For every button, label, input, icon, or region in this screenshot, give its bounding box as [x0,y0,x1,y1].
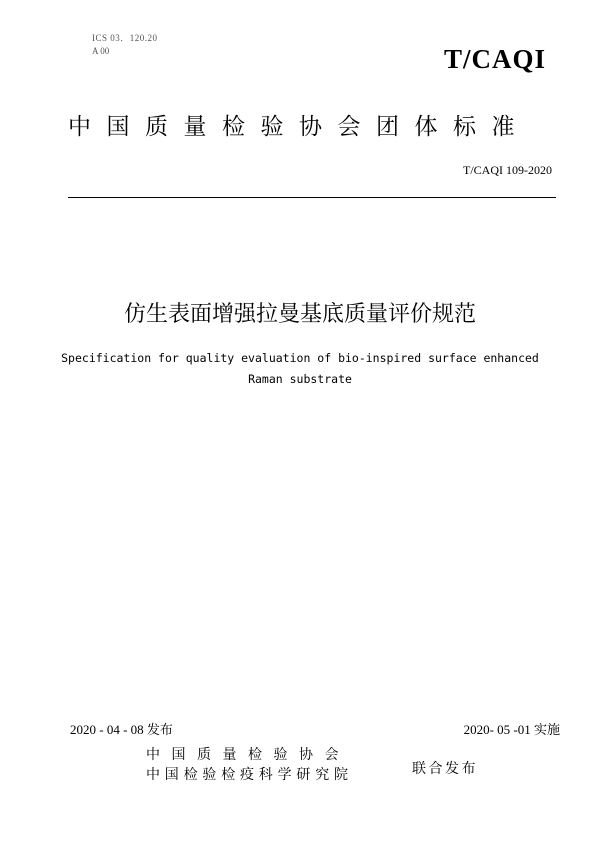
document-title-en-line-2: Raman substrate [248,372,352,386]
document-title-zh: 仿生表面增强拉曼基底质量评价规范 [123,302,476,327]
publish-date: 2020 - 04 - 08 发布 [70,722,173,737]
standard-number: T/CAQI 109-2020 [463,163,552,177]
issuer-1: 中国质量检验协会 [146,747,350,763]
ics-code: ICS 03．120.20 [92,33,158,43]
standard-logo: T/CAQI [443,44,546,74]
document-title-en-line-1: Specification for quality evaluation of bio-inspired surface enhanced [61,351,539,365]
header-divider [68,197,556,198]
joint-issue-label: 联合发布 [412,761,478,777]
document-title-en [40,348,560,390]
ccs-code: A 00 [92,46,110,56]
issuer-2: 中国检验检疫科学研究院 [146,767,353,783]
organization-title: 中国质量检验协会团体标准 [68,114,530,140]
implement-date: 2020- 05 -01 实施 [463,722,560,737]
